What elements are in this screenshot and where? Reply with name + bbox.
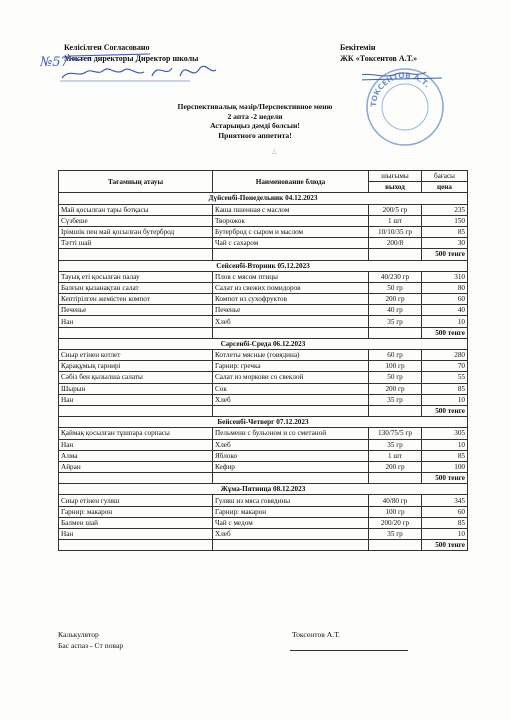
day-header-row [59,260,468,271]
dish-price: 10 [422,529,468,540]
col-header-kz: Тағамның атауы [59,171,213,193]
dish-name-ru: Гуляш из мяса говядины [213,495,369,506]
day-total-row [59,405,468,416]
dish-price: 30 [422,238,468,249]
menu-table-body [59,193,468,551]
table-row [59,383,468,394]
col-header-price-kz: бағасы [422,171,468,182]
day-header-row [59,193,468,204]
day-total-row [59,473,468,484]
col-header-out-kz: шығымы [369,171,422,182]
dish-portion: 40/230 гр [369,271,422,282]
menu-table [58,170,468,551]
dish-price: 10 [422,316,468,327]
table-row [59,294,468,305]
day-header-row [59,417,468,428]
table-row [59,226,468,237]
dish-portion: 35 гр [369,316,422,327]
table-row [59,529,468,540]
dish-name-kz: Сүзбеше [59,215,213,226]
table-row [59,372,468,383]
menu-table-header [59,171,468,193]
dish-name-kz: Балғын қызанақтан салат [59,282,213,293]
title-line-3: Астарыңыз дәмді болсын! [210,121,300,131]
day-title: Бейсенбі-Четверг 07.12.2023 [59,417,468,428]
dish-name-kz: Айран [59,461,213,472]
empty-cell [213,540,369,551]
approve-company: ЖК «Токсентов А.Т.» [340,54,418,63]
dish-name-kz: Тауық еті қосылған палау [59,271,213,282]
dish-name-kz: Нан [59,394,213,405]
table-row [59,461,468,472]
dish-portion: 1 шт [369,450,422,461]
dish-price: 305 [422,428,468,439]
table-row [59,271,468,282]
col-header-ru: Наименование блюда [213,171,369,193]
dish-price: 280 [422,350,468,361]
dish-price: 70 [422,361,468,372]
day-title: Сейсенбі-Вторник 05.12.2023 [59,260,468,271]
empty-cell [59,540,213,551]
table-row [59,450,468,461]
dish-portion: 200 гр [369,383,422,394]
dish-price: 345 [422,495,468,506]
table-row [59,495,468,506]
table-row [59,282,468,293]
footer-signatory: Токсентов А.Т. [292,630,340,639]
dish-portion: 40 гр [369,305,422,316]
dish-price: 85 [422,383,468,394]
dish-name-ru: Творожок [213,215,369,226]
day-header-row [59,338,468,349]
dish-name-kz: Кептірілген жемістен компот [59,294,213,305]
empty-cell [213,473,369,484]
dish-price: 10 [422,439,468,450]
dish-name-ru: Плов с мясом птицы [213,271,369,282]
dish-name-ru: Хлеб [213,529,369,540]
day-total: 500 тенге [422,405,468,416]
dish-price: 235 [422,204,468,215]
empty-cell [59,327,213,338]
dish-price: 80 [422,282,468,293]
dish-portion: 50 гр [369,372,422,383]
dish-portion: 60 гр [369,350,422,361]
day-header-row [59,484,468,495]
dish-portion: 100 гр [369,506,422,517]
day-total: 500 тенге [422,473,468,484]
dish-name-ru: Бутерброд с сыром и маслом [213,226,369,237]
approve-block [340,42,417,64]
table-row [59,204,468,215]
day-total-row [59,327,468,338]
dish-name-ru: Чай с сахаром [213,238,369,249]
dish-price: 85 [422,450,468,461]
dish-portion: 50 гр [369,282,422,293]
empty-cell [369,473,422,484]
dish-name-ru: Салат из свежих помидоров [213,282,369,293]
dish-name-ru: Пельмени с бульоном и со сметаной [213,428,369,439]
dish-name-ru: Хлеб [213,439,369,450]
empty-cell [213,249,369,260]
dish-name-kz: Нан [59,316,213,327]
table-row [59,238,468,249]
day-title: Сәрсенбі-Среда 06.12.2023 [59,338,468,349]
dish-portion: 200 гр [369,294,422,305]
empty-cell [59,473,213,484]
dish-name-kz: Нан [59,529,213,540]
dish-portion: 35 гр [369,529,422,540]
dish-price: 150 [422,215,468,226]
dish-name-ru: Кефир [213,461,369,472]
table-row [59,428,468,439]
table-row [59,350,468,361]
day-total: 500 тенге [422,249,468,260]
dish-name-kz: Шырын [59,383,213,394]
dish-name-ru: Хлеб [213,394,369,405]
dish-price: 60 [422,506,468,517]
dish-portion: 35 гр [369,439,422,450]
empty-cell [369,405,422,416]
small-triangle-icon: △ [272,149,277,155]
footer-calculator: Калькулятор [58,630,99,639]
day-title: Дүйсенбі-Понедельник 04.12.2023 [59,193,468,204]
dish-portion: 35 гр [369,394,422,405]
dish-price: 10 [422,394,468,405]
dish-name-kz: Сиыр етінен котлет [59,350,213,361]
approval-role: Мектеп директоры Директор школы [64,54,199,63]
stamp-text: ТОКСЕНТОВ А.Т. [368,70,432,108]
dish-name-ru: Гарнир: макарон [213,506,369,517]
empty-cell [59,405,213,416]
dish-name-kz: Қаймақ қосылған тұшпара сорпасы [59,428,213,439]
dish-name-kz: Балмен шай [59,517,213,528]
dish-name-kz: Қарақұмық гарнирі [59,361,213,372]
footer-right [292,630,340,641]
dish-portion: 1 шт [369,215,422,226]
table-row [59,361,468,372]
empty-cell [369,249,422,260]
col-header-out-ru: выход [369,182,422,193]
empty-cell [369,540,422,551]
col-header-price-ru: цена [422,182,468,193]
day-total: 500 тенге [422,540,468,551]
dish-name-ru: Чай с медом [213,517,369,528]
menu-title [0,102,510,140]
dish-portion: 200/20 гр [369,517,422,528]
dish-price: 85 [422,226,468,237]
table-row [59,506,468,517]
dish-name-ru: Яблоко [213,450,369,461]
day-total-row [59,540,468,551]
approval-title: Келісілген Согласовано [64,43,150,52]
dish-name-ru: Сок [213,383,369,394]
table-row [59,305,468,316]
dish-price: 85 [422,517,468,528]
table-row [59,439,468,450]
empty-cell [213,405,369,416]
dish-portion: 200 гр [369,461,422,472]
title-line-2: 2 апта -2 недели [227,111,283,121]
title-line-4: Приятного аппетита! [218,130,292,140]
empty-cell [369,327,422,338]
dish-portion: 200/8 [369,238,422,249]
dish-name-ru: Печенье [213,305,369,316]
dish-price: 100 [422,461,468,472]
table-row [59,316,468,327]
dish-name-kz: Май қосылған тары ботқасы [59,204,213,215]
dish-price: 310 [422,271,468,282]
empty-cell [59,249,213,260]
dish-portion: 100 гр [369,361,422,372]
dish-portion: 130/75/5 гр [369,428,422,439]
dish-portion: 10/10/35 гр [369,226,422,237]
title-line-1: Перспективалық мәзір/Перспективное меню [177,102,333,111]
dish-portion: 40/80 гр [369,495,422,506]
dish-name-ru: Хлеб [213,316,369,327]
signature-line [290,650,408,651]
day-title: Жұма-Пятница 08.12.2023 [59,484,468,495]
dish-name-ru: Салат из моркови со свеклой [213,372,369,383]
day-total-row [59,249,468,260]
dish-name-kz: Тәтті шай [59,238,213,249]
dish-name-ru: Компот из сухофруктов [213,294,369,305]
approve-title: Бекітемін [340,43,376,52]
dish-name-kz: Сәбіз бен қызылша салаты [59,372,213,383]
dish-name-kz: Сиыр етінен гуляш [59,495,213,506]
dish-name-ru: Каша пшенная с маслом [213,204,369,215]
dish-name-kz: Алма [59,450,213,461]
dish-portion: 200/5 гр [369,204,422,215]
director-signature-icon [40,48,220,84]
footer-left [58,630,123,651]
dish-name-kz: Нан [59,439,213,450]
empty-cell [213,327,369,338]
table-row [59,215,468,226]
dish-name-kz: Печенье [59,305,213,316]
dish-name-ru: Гарнир: гречка [213,361,369,372]
footer-chef: Бас аспаз - Ст повар [58,640,124,650]
dish-price: 40 [422,305,468,316]
dish-name-ru: Котлеты мясные (говядина) [213,350,369,361]
dish-price: 55 [422,372,468,383]
table-row [59,517,468,528]
day-total: 500 тенге [422,327,468,338]
dish-name-kz: Ірімшік пен май қосылған бутерброд [59,226,213,237]
dish-name-kz: Гарнир: макарон [59,506,213,517]
signature-number: №57 [40,55,69,70]
dish-price: 60 [422,294,468,305]
table-row [59,394,468,405]
